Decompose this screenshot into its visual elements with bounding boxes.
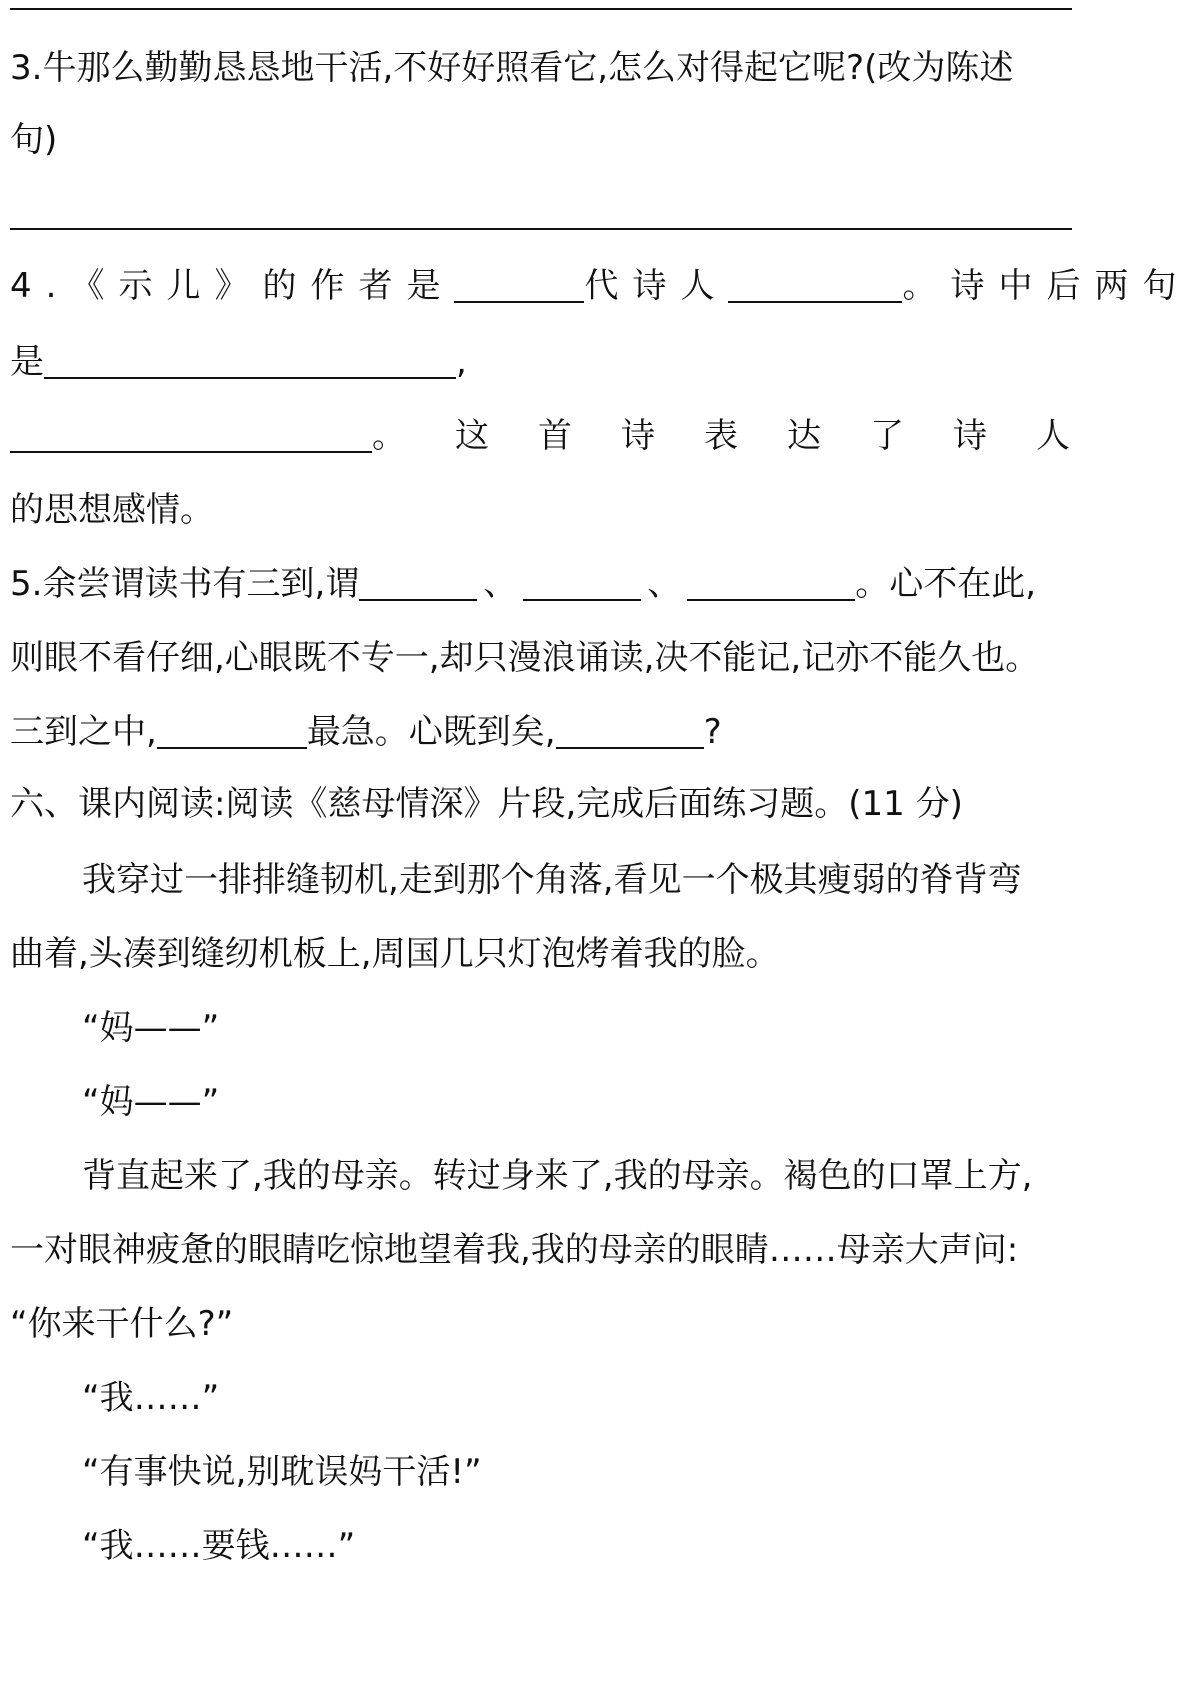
q4-line3-char: 诗 (621, 416, 655, 456)
q4-line3-blank-group (10, 414, 406, 458)
q4-line3-char: 诗 (953, 416, 987, 456)
dialogue-line: “妈——” (82, 1008, 220, 1048)
passage-paragraph-2-line-2: 一对眼神疲惫的眼睛吃惊地望着我,我的母亲的眼睛……母亲大声问: (10, 1230, 1019, 1270)
dialogue-line: “我……要钱……” (82, 1526, 356, 1566)
poet-blank[interactable] (728, 269, 902, 303)
dialogue-line: “我……” (82, 1378, 220, 1418)
section-6-heading: 六、课内阅读:阅读《慈母情深》片段,完成后面练习题。(11 分) (10, 784, 963, 824)
q4-line-3 (10, 414, 1070, 458)
reading-blank-1[interactable] (359, 567, 477, 601)
q3-line-2: 句) (10, 120, 58, 160)
q4-line3-char: 表 (704, 416, 738, 456)
question-blank[interactable] (556, 715, 704, 749)
most-urgent-blank[interactable] (157, 715, 307, 749)
q4-prefix: 4.《示儿》的作者是 (10, 266, 455, 306)
q5-prefix: 5.余尝谓读书有三到,谓 (10, 564, 360, 604)
passage-paragraph-1-line-1: 我穿过一排排缝韧机,走到那个角落,看见一个极其瘦弱的脊背弯 (82, 860, 1022, 900)
q5-sep-1: 、 (483, 564, 518, 604)
poem-line-blank-1[interactable] (44, 345, 456, 379)
q4-line3-char: 了 (870, 416, 904, 456)
passage-paragraph-2-line-1: 背直起来了,我的母亲。转过身来了,我的母亲。褐色的口罩上方, (82, 1156, 1033, 1196)
q3-answer-line (10, 228, 1072, 230)
q5-line-1 (10, 562, 1072, 606)
q3-line-1: 3.牛那么勤勤恳恳地干活,不好好照看它,怎么对得起它呢?(改为陈述 (10, 48, 1014, 88)
q4-line-2 (10, 340, 1072, 384)
q5-line-2: 则眼不看仔细,心眼既不专一,却只漫浪诵读,决不能记,记亦不能久也。 (10, 638, 1040, 678)
q5-line-3 (10, 710, 1072, 754)
q5-suffix: 。心不在此, (855, 564, 1037, 604)
q4-line2-prefix: 是 (10, 342, 44, 382)
q4-mid: 代诗人 (584, 266, 729, 306)
passage-paragraph-1-line-2: 曲着,头凑到缝纫机板上,周国几只灯泡烤着我的脸。 (10, 934, 780, 974)
q4-line3-char: 首 (538, 416, 572, 456)
q5-sep-2: 、 (647, 564, 682, 604)
q4-suffix: 。诗中后两句 (902, 266, 1190, 306)
answer-line-top (10, 8, 1072, 10)
reading-blank-2[interactable] (523, 567, 641, 601)
dynasty-blank[interactable] (454, 269, 584, 303)
poem-line-blank-2[interactable] (10, 419, 372, 453)
q4-line-1 (10, 264, 1190, 308)
passage-paragraph-2-line-3: “你来干什么?” (10, 1304, 234, 1344)
q5-line3-suffix: ? (703, 712, 722, 752)
dialogue-line: “妈——” (82, 1082, 220, 1122)
q4-line-4: 的思想感情。 (10, 490, 214, 530)
q5-line3-prefix: 三到之中, (10, 712, 157, 752)
reading-blank-3[interactable] (687, 567, 855, 601)
dialogue-line: “有事快说,别耽误妈干活!” (82, 1452, 482, 1492)
q4-line2-suffix: , (456, 342, 467, 382)
q4-line3-suffix: 。 (372, 416, 406, 456)
q4-line3-char: 达 (787, 416, 821, 456)
q5-line3-mid: 最急。心既到矣, (306, 712, 556, 752)
q4-line3-char: 这 (455, 416, 489, 456)
q4-line3-char: 人 (1036, 416, 1070, 456)
